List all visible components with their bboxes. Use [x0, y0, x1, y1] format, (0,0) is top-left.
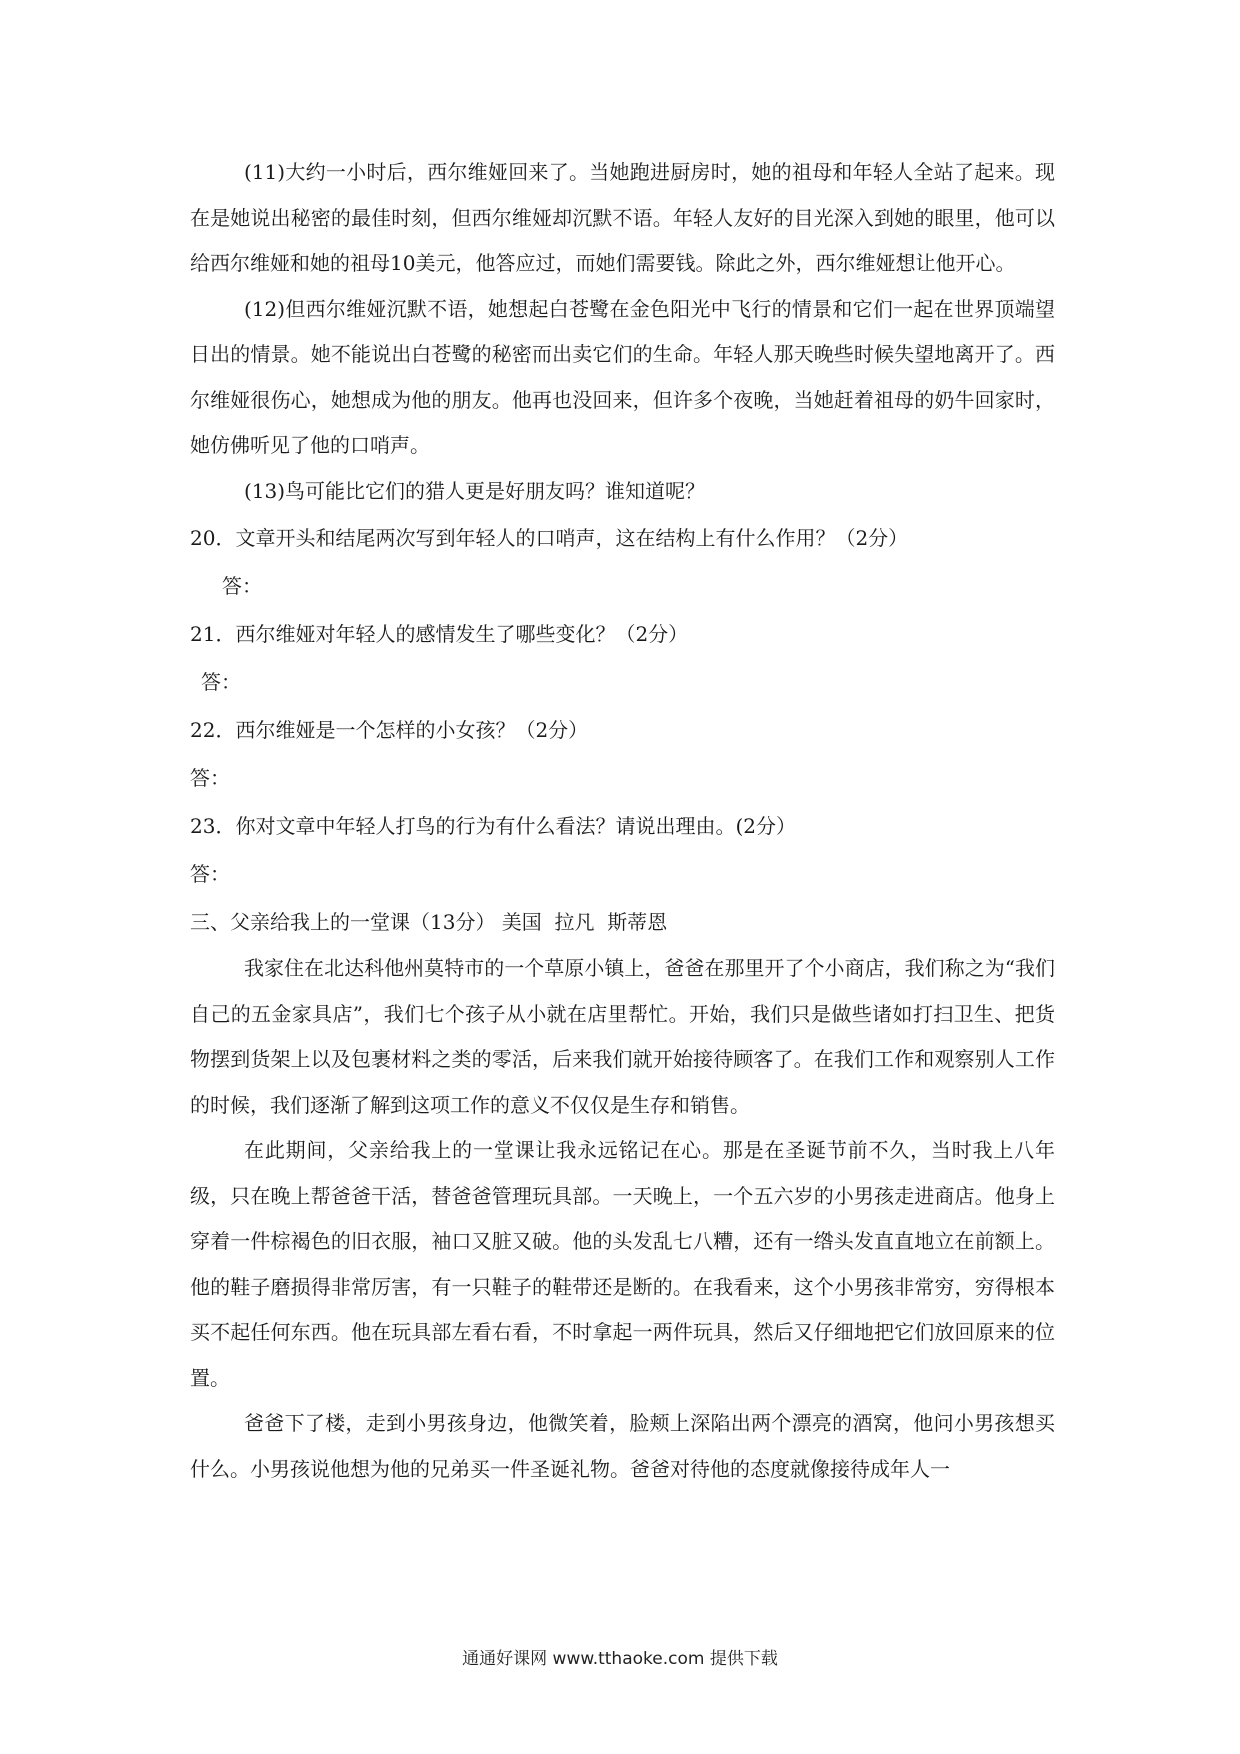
- question-21: 21．西尔维娅对年轻人的感情发生了哪些变化？（2分）: [190, 622, 689, 646]
- story-paragraph-11: (11)大约一小时后，西尔维娅回来了。当她跑进厨房时，她的祖母和年轻人全站了起来。现在是她说出秘密的最佳时刻，但西尔维娅却沉默不语。年轻人友好的目光深入到她的眼里，他可以给西尔维娅和她的祖母10美元，他答应过，而她们需要钱。除此之外，西尔维娅想让他开心。: [190, 160, 1055, 275]
- question-22: 22．西尔维娅是一个怎样的小女孩？（2分）: [190, 718, 589, 742]
- story-paragraph-13: (13)鸟可能比它们的猎人更是好朋友吗？谁知道呢？: [244, 478, 706, 503]
- section-3-title: 三、父亲给我上的一堂课（13分） 美国 拉凡 斯蒂恩: [190, 910, 668, 934]
- section-3-paragraph: 在此期间，父亲给我上的一堂课让我永远铭记在心。那是在圣诞节前不久，当时我上八年级，只在晚上帮爸爸干活，替爸爸管理玩具部。一天晚上，一个五六岁的小男孩走进商店。他身上穿着一件棕褐色的旧衣服，袖口又脏又破。他的头发乱七八糟，还有一绺头发直直地立在前额上。他的鞋子磨损得非常厉害，有一只鞋子的鞋带还是断的。在我看来，这个小男孩非常穷，穷得根本买不起任何东西。他在玩具部左看右看，不时拿起一两件玩具，然后又仔细地把它们放回原来的位置。: [190, 1138, 1055, 1390]
- page-footer: 通通好课网 www.tthaoke.com 提供下载: [462, 1649, 778, 1669]
- question-20: 20．文章开头和结尾两次写到年轻人的口哨声，这在结构上有什么作用？（2分）: [190, 526, 909, 550]
- question-23: 23．你对文章中年轻人打鸟的行为有什么看法？请说出理由。(2分）: [190, 814, 796, 838]
- story-paragraph-12: (12)但西尔维娅沉默不语，她想起白苍鹭在金色阳光中飞行的情景和它们一起在世界顶端望日出的情景。她不能说出白苍鹭的秘密而出卖它们的生命。年轻人那天晚些时候失望地离开了。西尔维娅很伤心，她想成为他的朋友。他再也没回来，但许多个夜晚，当她赶着祖母的奶牛回家时，她仿佛听见了他的口哨声。: [190, 296, 1055, 457]
- answer-22: 答：: [190, 766, 230, 790]
- document-page: [190, 150, 1055, 1492]
- answer-21: 答：: [201, 670, 241, 694]
- section-3-paragraph: 爸爸下了楼，走到小男孩身边，他微笑着，脸颊上深陷出两个漂亮的酒窝，他问小男孩想买什么。小男孩说他想为他的兄弟买一件圣诞礼物。爸爸对待他的态度就像接待成年人一: [190, 1411, 1055, 1481]
- answer-20: 答：: [222, 574, 262, 598]
- section-3-paragraph: 我家住在北达科他州莫特市的一个草原小镇上，爸爸在那里开了个小商店，我们称之为“我们自己的五金家具店”，我们七个孩子从小就在店里帮忙。开始，我们只是做些诸如打扫卫生、把货物摆到货架上以及包裹材料之类的零活，后来我们就开始接待顾客了。在我们工作和观察别人工作的时候，我们逐渐了解到这项工作的意义不仅仅是生存和销售。: [190, 956, 1055, 1117]
- answer-23: 答：: [190, 862, 230, 886]
